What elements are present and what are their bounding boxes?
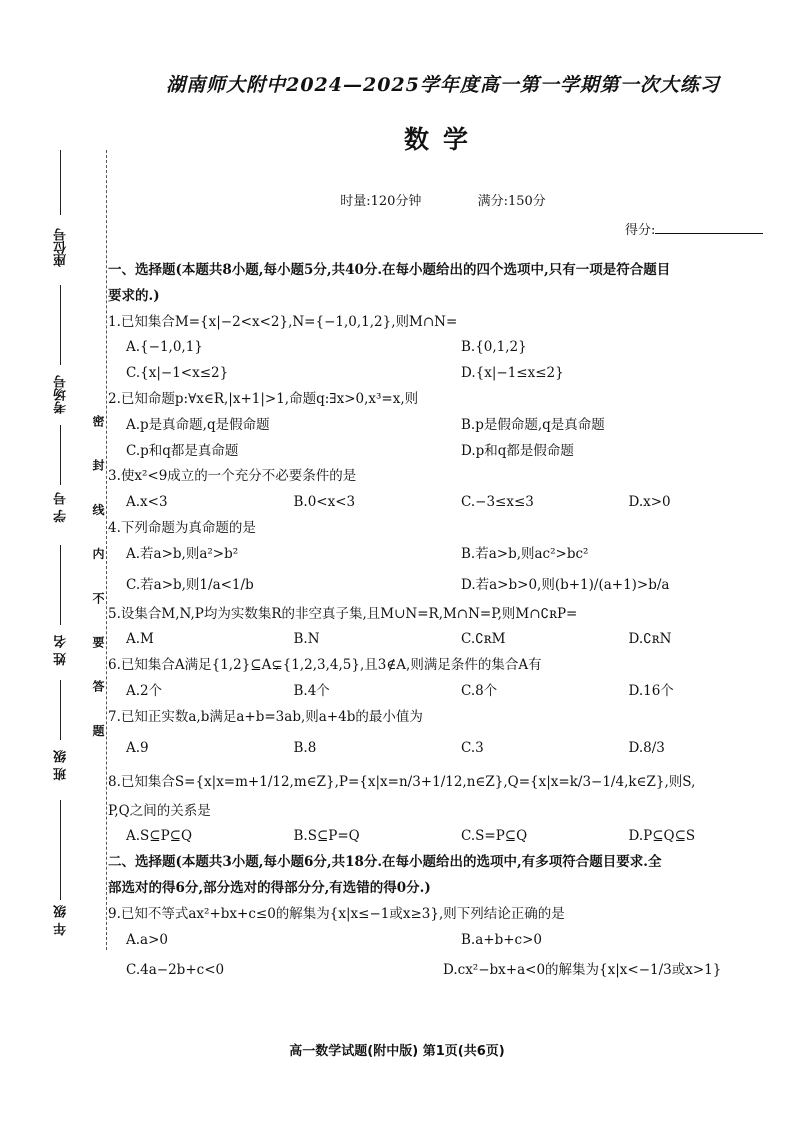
binding-strip	[18, 150, 108, 950]
q7-stem: 7.已知正实数a,b满足a+b=3ab,则a+4b的最小值为	[108, 708, 423, 725]
room-label: 考场号	[54, 375, 69, 414]
q4-stem: 4.下列命题为真命题的是	[108, 519, 256, 536]
q4-options-row1	[108, 542, 778, 568]
q3-options	[108, 490, 778, 516]
q5-option-d: D.∁ʀN	[628, 631, 672, 648]
section2-heading-cont: 部选对的得6分,部分选对的得部分分,有选错的得0分.)	[108, 879, 431, 896]
q5-option-a: A.M	[126, 631, 154, 648]
subject-title: 数学	[403, 125, 482, 154]
seal-notice: 密 封 线 内 不 要 答 题	[91, 415, 105, 751]
q1-option-d: D.{x|−1≤x≤2}	[461, 365, 564, 382]
seat-blank	[60, 150, 61, 215]
q4-option-d: D.若a>b>0,则(b+1)/(a+1)>b/a	[461, 576, 670, 593]
q3-stem: 3.使x²<9成立的一个充分不必要条件的是	[108, 468, 357, 485]
q8-stem-cont: P,Q之间的关系是	[108, 802, 211, 819]
q7-option-a: A.9	[126, 739, 149, 756]
q4-option-c: C.若a>b,则1/a<1/b	[126, 576, 254, 593]
q2-option-a: A.p是真命题,q是假命题	[126, 416, 270, 433]
q8-option-c: C.S=P⊆Q	[461, 828, 528, 845]
q9-option-b: B.a+b+c>0	[461, 931, 542, 948]
q8-option-a: A.S⊆P⊆Q	[126, 828, 193, 845]
name-blank	[60, 545, 61, 625]
q2-option-d: D.p和q都是假命题	[461, 442, 574, 459]
q8-option-b: B.S⊆P=Q	[293, 828, 360, 845]
q7-option-c: C.3	[461, 739, 484, 756]
seat-label: 座位号	[54, 228, 69, 267]
section1-heading-cont: 要求的.)	[108, 287, 160, 304]
name-label: 姓 名	[54, 635, 69, 666]
number-blank	[60, 425, 61, 485]
q2-option-c: C.p和q都是真命题	[126, 442, 239, 459]
q9-stem: 9.已知不等式ax²+bx+c≤0的解集为{x|x≤−1或x≥3},则下列结论正确的是	[108, 905, 565, 922]
q6-option-a: A.2个	[126, 682, 163, 699]
question-body	[108, 258, 778, 987]
grade-blank	[60, 800, 61, 900]
score-field	[625, 219, 763, 238]
q6-option-d: D.16个	[628, 682, 674, 699]
q4-option-b: B.若a>b,则ac²>bc²	[461, 545, 589, 562]
section2-heading: 二、选择题(本题共3小题,每小题6分,共18分.在每小题给出的选项中,有多项符合题目要求.全	[108, 854, 662, 871]
q3-option-b: B.0<x<3	[293, 494, 356, 511]
q9-options-row2	[108, 953, 778, 987]
number-label: 学 号	[54, 492, 69, 523]
q5-option-b: B.N	[293, 631, 320, 648]
q1-option-c: C.{x|−1<x≤2}	[126, 365, 229, 382]
q7-option-b: B.8	[293, 739, 317, 756]
q5-stem: 5.设集合M,N,P均为实数集R的非空真子集,且M∪N=R,M∩N=P,则M∩∁ʀP=	[108, 605, 578, 622]
q7-option-d: D.8/3	[628, 739, 665, 756]
grade-label: 年 级	[54, 905, 69, 936]
q1-stem: 1.已知集合M={x|−2<x<2},N={−1,0,1,2},则M∩N=	[108, 313, 458, 330]
q8-option-d: D.P⊆Q⊆S	[628, 828, 696, 845]
full-score: 满分:150分	[477, 194, 546, 209]
q3-option-d: D.x>0	[628, 494, 671, 511]
q9-option-c: C.4a−2b+c<0	[126, 962, 225, 979]
q4-option-a: A.若a>b,则a²>b²	[126, 545, 239, 562]
q9-option-d: D.cx²−bx+a<0的解集为{x|x<−1/3或x>1}	[443, 962, 722, 979]
page-footer: 高一数学试题(附中版) 第1页(共6页)	[289, 1044, 505, 1059]
q1-options-row2	[108, 361, 778, 387]
exam-title: 湖南师大附中2024—2025学年度高一第一学期第一次大练习	[166, 74, 720, 96]
q6-option-b: B.4个	[293, 682, 330, 699]
q2-stem: 2.已知命题p:∀x∈R,|x+1|>1,命题q:∃x>0,x³=x,则	[108, 390, 419, 407]
section1-heading: 一、选择题(本题共8小题,每小题5分,共40分.在每小题给出的四个选项中,只有一项是符合题目	[108, 262, 671, 278]
seal-dashed-line	[106, 150, 107, 950]
q8-stem: 8.已知集合S={x|x=m+1/12,m∈Z},P={x|x=n/3+1/12,n∈Z},Q={x|x=k/3−1/4,k∈Z},则S,	[108, 773, 696, 790]
q3-option-c: C.−3≤x≤3	[461, 494, 534, 511]
q8-options	[108, 824, 778, 850]
q5-options	[108, 627, 778, 653]
q5-option-c: C.∁ʀM	[461, 631, 506, 648]
q9-options-row1	[108, 928, 778, 954]
class-blank	[60, 680, 61, 740]
q6-stem: 6.已知集合A满足{1,2}⊆A⊊{1,2,3,4,5},且3∉A,则满足条件的集合A有	[108, 657, 542, 674]
q6-option-c: C.8个	[461, 682, 498, 699]
q9-option-a: A.a>0	[126, 931, 168, 948]
class-label: 班 级	[54, 750, 69, 781]
time-limit: 时量:120分钟	[340, 194, 422, 209]
q1-options-row1	[108, 335, 778, 361]
q2-options-row1	[108, 413, 778, 439]
q6-options	[108, 679, 778, 705]
q2-options-row2	[108, 439, 778, 465]
q7-options	[108, 731, 778, 765]
q2-option-b: B.p是假命题,q是真命题	[461, 416, 605, 433]
score-label: 得分:	[625, 223, 656, 238]
score-blank[interactable]	[655, 221, 763, 234]
q3-option-a: A.x<3	[126, 494, 168, 511]
q1-option-a: A.{−1,0,1}	[126, 339, 203, 356]
q1-option-b: B.{0,1,2}	[461, 339, 527, 356]
room-blank	[60, 285, 61, 365]
q4-options-row2	[108, 568, 778, 602]
exam-meta	[118, 190, 768, 209]
